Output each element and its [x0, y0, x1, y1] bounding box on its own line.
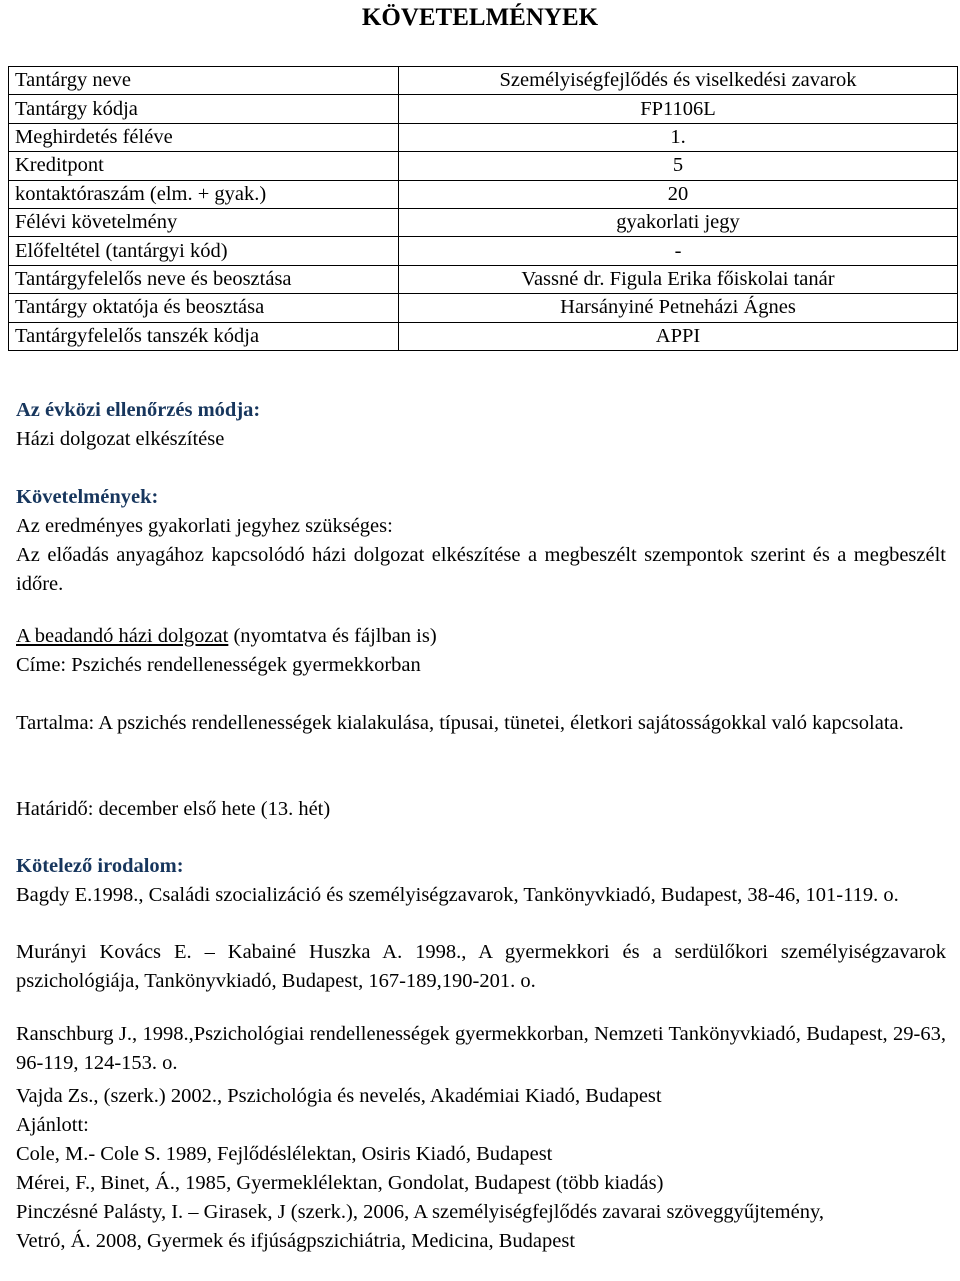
literature-item: Vajda Zs., (szerk.) 2002., Pszichológia és nevelés, Akadémiai Kiadó, Budapest	[16, 1085, 662, 1107]
info-row	[9, 208, 958, 236]
assessment-section	[16, 396, 946, 454]
homework-section	[16, 622, 946, 680]
page-title: KÖVETELMÉNYEK	[361, 4, 599, 31]
literature-section	[16, 852, 946, 910]
info-label: Tantárgy neve	[9, 67, 399, 95]
homework-label-rest: (nyomtatva és fájlban is)	[228, 625, 437, 647]
info-label: Tantárgy oktatója és beosztása	[9, 294, 399, 322]
info-row	[9, 265, 958, 293]
requirements-intro: Az eredményes gyakorlati jegyhez szükséges:	[16, 515, 393, 537]
info-label: Kreditpont	[9, 152, 399, 180]
info-row	[9, 294, 958, 322]
homework-deadline-block	[16, 795, 946, 824]
recommended-list	[16, 1140, 946, 1256]
info-row	[9, 322, 958, 350]
info-row	[9, 237, 958, 265]
info-label: Tantárgyfelelős neve és beosztása	[9, 265, 399, 293]
homework-deadline: Határidő: december első hete (13. hét)	[16, 798, 331, 820]
literature-item: Ranschburg J., 1998.,Pszichológiai rendellenességek gyermekkorban, Nemzeti Tankönyvkiadó, Budapest, 29-63, 96-119, 124-153. o.	[16, 1023, 946, 1074]
recommended-item: Vetró, Á. 2008, Gyermek és ifjúságpszichiátria, Medicina, Budapest	[16, 1230, 576, 1252]
literature-heading: Kötelező irodalom:	[16, 855, 184, 877]
recommended-item: Mérei, F., Binet, Á., 1985, Gyermeklélektan, Gondolat, Budapest (több kiadás)	[16, 1172, 664, 1194]
requirements-text: Az előadás anyagához kapcsolódó házi dolgozat elkészítése a megbeszélt szempontok szerint és a megbeszélt időre.	[16, 544, 946, 595]
literature-item-block	[16, 1020, 946, 1078]
homework-title: Címe: Pszichés rendellenességek gyermekkorban	[16, 654, 421, 676]
literature-item: Bagdy E.1998., Családi szocializáció és személyiségzavarok, Tankönyvkiadó, Budapest, 38-46, 101-119. o.	[16, 884, 899, 906]
literature-item-block	[16, 938, 946, 996]
info-value: -	[399, 237, 958, 265]
info-value: FP1106L	[399, 95, 958, 123]
assessment-text: Házi dolgozat elkészítése	[16, 428, 225, 450]
info-label: Félévi követelmény	[9, 208, 399, 236]
info-label: Előfeltétel (tantárgyi kód)	[9, 237, 399, 265]
course-info-table	[8, 66, 958, 351]
recommended-heading: Ajánlott:	[16, 1114, 89, 1136]
requirements-section	[16, 483, 946, 599]
homework-content: Tartalma: A pszichés rendellenességek kialakulása, típusai, tünetei, életkori sajátosságokkal való kapcsolata.	[16, 712, 904, 734]
homework-label	[16, 622, 946, 651]
info-label: kontaktóraszám (elm. + gyak.)	[9, 180, 399, 208]
info-value: APPI	[399, 322, 958, 350]
info-row	[9, 123, 958, 151]
info-value: gyakorlati jegy	[399, 208, 958, 236]
assessment-heading: Az évközi ellenőrzés módja:	[16, 399, 261, 421]
homework-label-underlined: A beadandó házi dolgozat	[16, 625, 229, 647]
info-value: Személyiségfejlődés és viselkedési zavarok	[399, 67, 958, 95]
info-value: 20	[399, 180, 958, 208]
recommended-item: Cole, M.- Cole S. 1989, Fejlődéslélektan, Osiris Kiadó, Budapest	[16, 1143, 553, 1165]
requirements-heading: Követelmények:	[16, 486, 159, 508]
recommended-item: Pinczésné Palásty, I. – Girasek, J (szerk.), 2006, A személyiségfejlődés zavarai szöveggyűjtemény,	[16, 1201, 824, 1223]
info-row	[9, 67, 958, 95]
info-value: 5	[399, 152, 958, 180]
info-value: 1.	[399, 123, 958, 151]
info-value: Harsányiné Petneházi Ágnes	[399, 294, 958, 322]
info-value: Vassné dr. Figula Erika főiskolai tanár	[399, 265, 958, 293]
info-row	[9, 152, 958, 180]
info-label: Tantárgyfelelős tanszék kódja	[9, 322, 399, 350]
info-row	[9, 95, 958, 123]
homework-content-block	[16, 709, 946, 738]
literature-item-block	[16, 1082, 946, 1140]
info-label: Tantárgy kódja	[9, 95, 399, 123]
info-row	[9, 180, 958, 208]
info-label: Meghirdetés féléve	[9, 123, 399, 151]
literature-item: Murányi Kovács E. – Kabainé Huszka A. 1998., A gyermekkori és a serdülőkori személyiségzavarok pszichológiája, Tankönyvkiadó, Budapest, 167-189,190-201. o.	[16, 941, 946, 992]
